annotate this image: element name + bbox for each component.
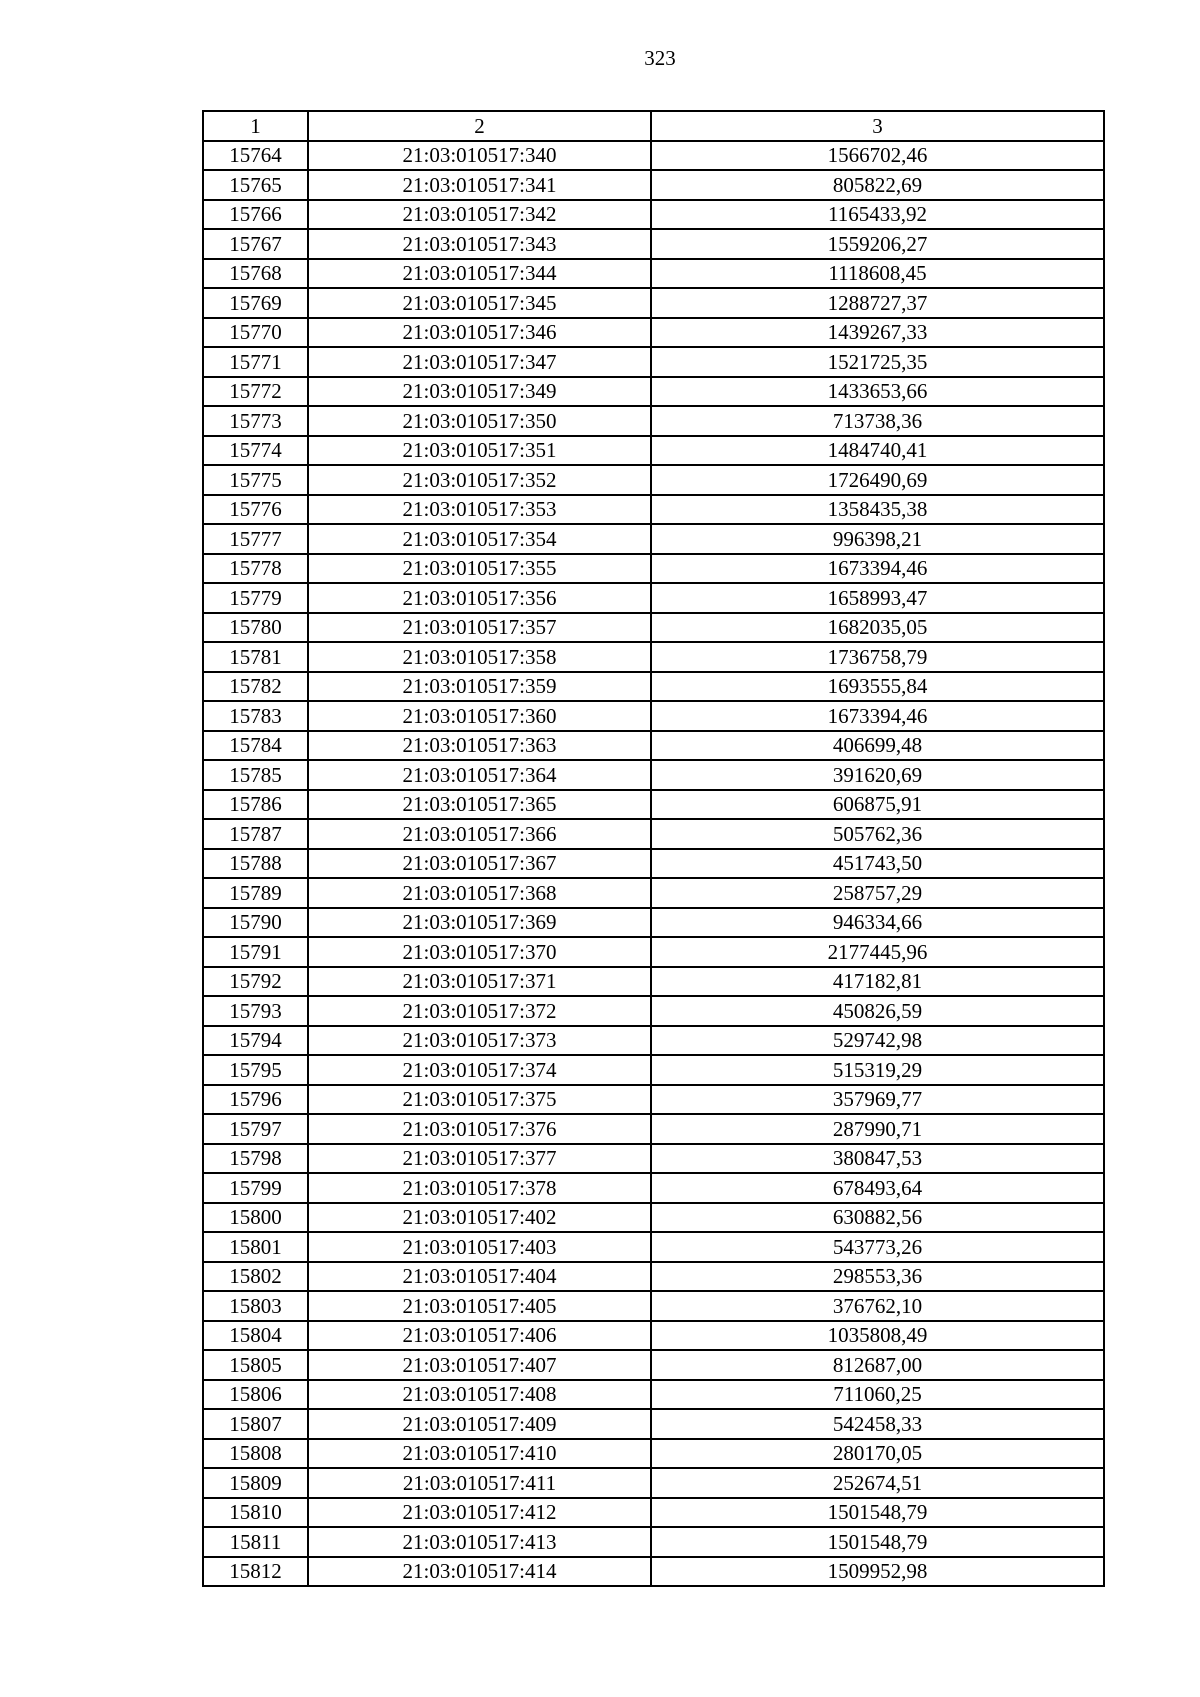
table-cell: 15766 <box>203 200 308 230</box>
table-row <box>203 318 1104 348</box>
table-cell: 15788 <box>203 849 308 879</box>
table-cell: 15771 <box>203 347 308 377</box>
table-cell: 1501548,79 <box>651 1527 1104 1557</box>
table-row <box>203 170 1104 200</box>
table-row <box>203 672 1104 702</box>
table-cell: 21:03:010517:343 <box>308 229 651 259</box>
table-cell: 21:03:010517:376 <box>308 1114 651 1144</box>
table-row <box>203 1055 1104 1085</box>
table-row <box>203 1144 1104 1174</box>
table-cell: 529742,98 <box>651 1026 1104 1056</box>
table-cell: 15768 <box>203 259 308 289</box>
table-cell: 812687,00 <box>651 1350 1104 1380</box>
table-row <box>203 613 1104 643</box>
table-header-row <box>203 111 1104 141</box>
table-cell: 805822,69 <box>651 170 1104 200</box>
table-cell: 996398,21 <box>651 524 1104 554</box>
table-cell: 21:03:010517:342 <box>308 200 651 230</box>
table-cell: 15800 <box>203 1203 308 1233</box>
table-row <box>203 1409 1104 1439</box>
table-cell: 451743,50 <box>651 849 1104 879</box>
table-cell: 417182,81 <box>651 967 1104 997</box>
table-body <box>203 141 1104 1587</box>
table-row <box>203 760 1104 790</box>
table-cell: 15769 <box>203 288 308 318</box>
table-row <box>203 1203 1104 1233</box>
table-cell: 15790 <box>203 908 308 938</box>
table-cell: 21:03:010517:372 <box>308 996 651 1026</box>
table-cell: 15794 <box>203 1026 308 1056</box>
table-cell: 287990,71 <box>651 1114 1104 1144</box>
table-cell: 15795 <box>203 1055 308 1085</box>
table-cell: 258757,29 <box>651 878 1104 908</box>
table-header <box>203 111 1104 141</box>
table-cell: 15776 <box>203 495 308 525</box>
table-cell: 15803 <box>203 1291 308 1321</box>
table-cell: 380847,53 <box>651 1144 1104 1174</box>
table-cell: 21:03:010517:404 <box>308 1262 651 1292</box>
table-cell: 1521725,35 <box>651 347 1104 377</box>
table-cell: 15786 <box>203 790 308 820</box>
table-cell: 21:03:010517:363 <box>308 731 651 761</box>
data-table <box>202 110 1105 1587</box>
table-cell: 1118608,45 <box>651 259 1104 289</box>
table-cell: 21:03:010517:402 <box>308 1203 651 1233</box>
table-cell: 21:03:010517:340 <box>308 141 651 171</box>
table-cell: 1484740,41 <box>651 436 1104 466</box>
table-row <box>203 967 1104 997</box>
table-cell: 1682035,05 <box>651 613 1104 643</box>
table-row <box>203 377 1104 407</box>
table-cell: 21:03:010517:378 <box>308 1173 651 1203</box>
table-cell: 15799 <box>203 1173 308 1203</box>
table-cell: 678493,64 <box>651 1173 1104 1203</box>
table-cell: 1566702,46 <box>651 141 1104 171</box>
table-cell: 1736758,79 <box>651 642 1104 672</box>
table-cell: 15789 <box>203 878 308 908</box>
table-cell: 252674,51 <box>651 1468 1104 1498</box>
table-row <box>203 642 1104 672</box>
table-cell: 15810 <box>203 1498 308 1528</box>
table-cell: 15784 <box>203 731 308 761</box>
table-cell: 280170,05 <box>651 1439 1104 1469</box>
table-row <box>203 465 1104 495</box>
table-cell: 515319,29 <box>651 1055 1104 1085</box>
table-row <box>203 1085 1104 1115</box>
table-row <box>203 701 1104 731</box>
table-cell: 15804 <box>203 1321 308 1351</box>
column-header: 2 <box>308 111 651 141</box>
table-cell: 21:03:010517:351 <box>308 436 651 466</box>
table-cell: 21:03:010517:407 <box>308 1350 651 1380</box>
table-cell: 391620,69 <box>651 760 1104 790</box>
table-cell: 21:03:010517:370 <box>308 937 651 967</box>
table-cell: 21:03:010517:344 <box>308 259 651 289</box>
table-row <box>203 1026 1104 1056</box>
table-cell: 21:03:010517:368 <box>308 878 651 908</box>
table-cell: 15773 <box>203 406 308 436</box>
table-cell: 21:03:010517:341 <box>308 170 651 200</box>
table-cell: 1673394,46 <box>651 554 1104 584</box>
table-cell: 15770 <box>203 318 308 348</box>
table-cell: 946334,66 <box>651 908 1104 938</box>
table-cell: 450826,59 <box>651 996 1104 1026</box>
table-cell: 21:03:010517:349 <box>308 377 651 407</box>
table-row <box>203 288 1104 318</box>
table-cell: 15772 <box>203 377 308 407</box>
table-cell: 21:03:010517:373 <box>308 1026 651 1056</box>
table-row <box>203 1173 1104 1203</box>
table-cell: 15774 <box>203 436 308 466</box>
table-cell: 1433653,66 <box>651 377 1104 407</box>
table-row <box>203 937 1104 967</box>
table-cell: 630882,56 <box>651 1203 1104 1233</box>
table-row <box>203 1468 1104 1498</box>
table-cell: 711060,25 <box>651 1380 1104 1410</box>
table-cell: 15765 <box>203 170 308 200</box>
table-row <box>203 1527 1104 1557</box>
table-row <box>203 1380 1104 1410</box>
table-cell: 15805 <box>203 1350 308 1380</box>
table-cell: 15777 <box>203 524 308 554</box>
table-cell: 15806 <box>203 1380 308 1410</box>
table-cell: 15787 <box>203 819 308 849</box>
table-cell: 21:03:010517:357 <box>308 613 651 643</box>
table-cell: 21:03:010517:410 <box>308 1439 651 1469</box>
table-cell: 357969,77 <box>651 1085 1104 1115</box>
table-row <box>203 495 1104 525</box>
table-cell: 21:03:010517:403 <box>308 1232 651 1262</box>
table-cell: 606875,91 <box>651 790 1104 820</box>
table-cell: 21:03:010517:345 <box>308 288 651 318</box>
table-row <box>203 406 1104 436</box>
column-header: 1 <box>203 111 308 141</box>
table-cell: 505762,36 <box>651 819 1104 849</box>
table-row <box>203 229 1104 259</box>
table-row <box>203 1321 1104 1351</box>
table-cell: 15781 <box>203 642 308 672</box>
table-cell: 15767 <box>203 229 308 259</box>
table-cell: 21:03:010517:366 <box>308 819 651 849</box>
table-cell: 15775 <box>203 465 308 495</box>
table-cell: 21:03:010517:405 <box>308 1291 651 1321</box>
table-cell: 15783 <box>203 701 308 731</box>
table-row <box>203 1232 1104 1262</box>
table-cell: 21:03:010517:353 <box>308 495 651 525</box>
table-cell: 21:03:010517:409 <box>308 1409 651 1439</box>
table-cell: 1693555,84 <box>651 672 1104 702</box>
table-cell: 21:03:010517:365 <box>308 790 651 820</box>
table-cell: 15796 <box>203 1085 308 1115</box>
table-cell: 1559206,27 <box>651 229 1104 259</box>
table-cell: 1726490,69 <box>651 465 1104 495</box>
table-cell: 15782 <box>203 672 308 702</box>
table-row <box>203 554 1104 584</box>
table-row <box>203 1498 1104 1528</box>
table-cell: 543773,26 <box>651 1232 1104 1262</box>
table-cell: 21:03:010517:369 <box>308 908 651 938</box>
table-cell: 15802 <box>203 1262 308 1292</box>
table-cell: 713738,36 <box>651 406 1104 436</box>
table-row <box>203 347 1104 377</box>
table-cell: 15801 <box>203 1232 308 1262</box>
table-cell: 21:03:010517:406 <box>308 1321 651 1351</box>
table-cell: 1165433,92 <box>651 200 1104 230</box>
table-row <box>203 1439 1104 1469</box>
table-cell: 15780 <box>203 613 308 643</box>
table-row <box>203 790 1104 820</box>
table-row <box>203 524 1104 554</box>
table-row <box>203 436 1104 466</box>
table-cell: 15809 <box>203 1468 308 1498</box>
table-cell: 1673394,46 <box>651 701 1104 731</box>
table-cell: 15808 <box>203 1439 308 1469</box>
table-row <box>203 1291 1104 1321</box>
table-cell: 21:03:010517:354 <box>308 524 651 554</box>
table-cell: 15779 <box>203 583 308 613</box>
table-cell: 15785 <box>203 760 308 790</box>
table-cell: 21:03:010517:412 <box>308 1498 651 1528</box>
table-row <box>203 1262 1104 1292</box>
table-cell: 15811 <box>203 1527 308 1557</box>
table-cell: 21:03:010517:364 <box>308 760 651 790</box>
table-cell: 21:03:010517:358 <box>308 642 651 672</box>
table-cell: 1035808,49 <box>651 1321 1104 1351</box>
table-cell: 15812 <box>203 1557 308 1587</box>
table-cell: 21:03:010517:356 <box>308 583 651 613</box>
table-cell: 21:03:010517:375 <box>308 1085 651 1115</box>
table-cell: 15793 <box>203 996 308 1026</box>
table-row <box>203 849 1104 879</box>
table-cell: 542458,33 <box>651 1409 1104 1439</box>
table-cell: 15791 <box>203 937 308 967</box>
table-cell: 21:03:010517:367 <box>308 849 651 879</box>
table-cell: 15792 <box>203 967 308 997</box>
table-cell: 21:03:010517:414 <box>308 1557 651 1587</box>
table-cell: 15807 <box>203 1409 308 1439</box>
table-cell: 15798 <box>203 1144 308 1174</box>
table-row <box>203 908 1104 938</box>
table-cell: 21:03:010517:377 <box>308 1144 651 1174</box>
table-row <box>203 583 1104 613</box>
table-cell: 1358435,38 <box>651 495 1104 525</box>
table-cell: 21:03:010517:352 <box>308 465 651 495</box>
table-cell: 21:03:010517:411 <box>308 1468 651 1498</box>
table-row <box>203 878 1104 908</box>
table-row <box>203 200 1104 230</box>
table-cell: 21:03:010517:371 <box>308 967 651 997</box>
table-cell: 21:03:010517:413 <box>308 1527 651 1557</box>
table-cell: 21:03:010517:408 <box>308 1380 651 1410</box>
table-row <box>203 1557 1104 1587</box>
table-row <box>203 996 1104 1026</box>
table-cell: 1439267,33 <box>651 318 1104 348</box>
table-cell: 298553,36 <box>651 1262 1104 1292</box>
table-cell: 21:03:010517:347 <box>308 347 651 377</box>
table-cell: 21:03:010517:359 <box>308 672 651 702</box>
table-row <box>203 819 1104 849</box>
table-row <box>203 1114 1104 1144</box>
table-cell: 21:03:010517:360 <box>308 701 651 731</box>
table-cell: 21:03:010517:355 <box>308 554 651 584</box>
table-row <box>203 731 1104 761</box>
table-cell: 15764 <box>203 141 308 171</box>
table-row <box>203 141 1104 171</box>
table-cell: 1288727,37 <box>651 288 1104 318</box>
table-cell: 1509952,98 <box>651 1557 1104 1587</box>
table-row <box>203 259 1104 289</box>
column-header: 3 <box>651 111 1104 141</box>
table-row <box>203 1350 1104 1380</box>
table-cell: 406699,48 <box>651 731 1104 761</box>
table-cell: 15778 <box>203 554 308 584</box>
table-cell: 21:03:010517:346 <box>308 318 651 348</box>
table-cell: 376762,10 <box>651 1291 1104 1321</box>
table-cell: 21:03:010517:350 <box>308 406 651 436</box>
table-cell: 1501548,79 <box>651 1498 1104 1528</box>
table-cell: 2177445,96 <box>651 937 1104 967</box>
page-number: 323 <box>644 46 676 70</box>
table-cell: 21:03:010517:374 <box>308 1055 651 1085</box>
table-cell: 15797 <box>203 1114 308 1144</box>
table-cell: 1658993,47 <box>651 583 1104 613</box>
